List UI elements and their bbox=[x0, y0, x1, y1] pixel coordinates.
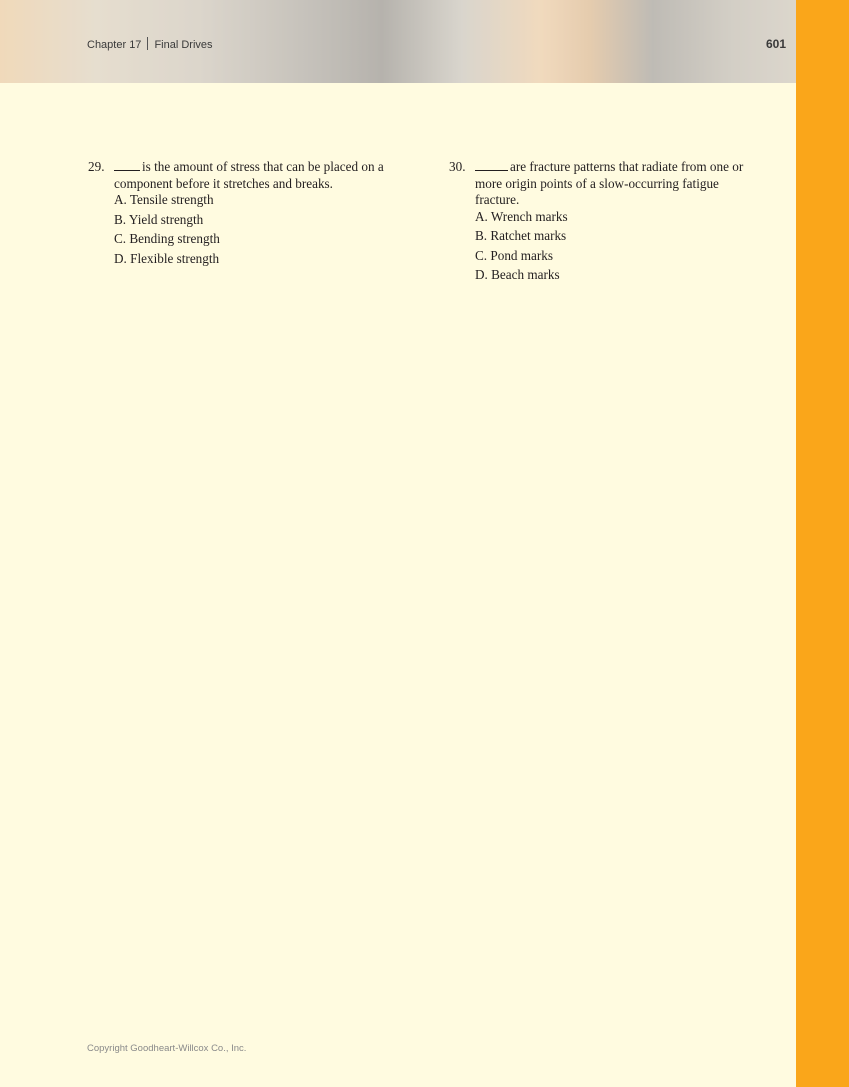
option: A. Tensile strength bbox=[114, 192, 214, 207]
option: B. Yield strength bbox=[114, 211, 204, 227]
question-stem bbox=[114, 159, 418, 192]
stem-text: is the amount of stress that can be placed on a component before it stretches and breaks. bbox=[114, 159, 384, 191]
option: B. Ratchet marks bbox=[475, 228, 567, 243]
option: C. Bending strength bbox=[114, 231, 220, 246]
chapter-title: Final Drives bbox=[154, 39, 213, 51]
running-header bbox=[87, 37, 213, 51]
question-number: 30. bbox=[449, 159, 466, 174]
question-29 bbox=[88, 159, 418, 270]
copyright-footer: Copyright Goodheart-Willcox Co., Inc. bbox=[87, 1043, 247, 1054]
chapter-label: Chapter 17 bbox=[87, 39, 142, 51]
stem-text: are fracture patterns that radiate from one or more origin points of a slow-occurring fatigue fracture. bbox=[475, 159, 744, 207]
option: D. Flexible strength bbox=[114, 250, 220, 266]
question-stem bbox=[475, 159, 764, 209]
page-number: 601 bbox=[766, 37, 787, 51]
option: D. Beach marks bbox=[475, 267, 560, 282]
options-list bbox=[114, 192, 418, 270]
answer-blank bbox=[475, 159, 508, 171]
question-number: 29. bbox=[88, 159, 105, 174]
accent-sidebar bbox=[796, 0, 849, 1087]
answer-blank bbox=[114, 159, 140, 171]
question-30 bbox=[449, 159, 764, 287]
option: C. Pond marks bbox=[475, 247, 554, 263]
divider bbox=[147, 37, 148, 50]
option: A. Wrench marks bbox=[475, 208, 568, 224]
options-list bbox=[475, 209, 764, 287]
